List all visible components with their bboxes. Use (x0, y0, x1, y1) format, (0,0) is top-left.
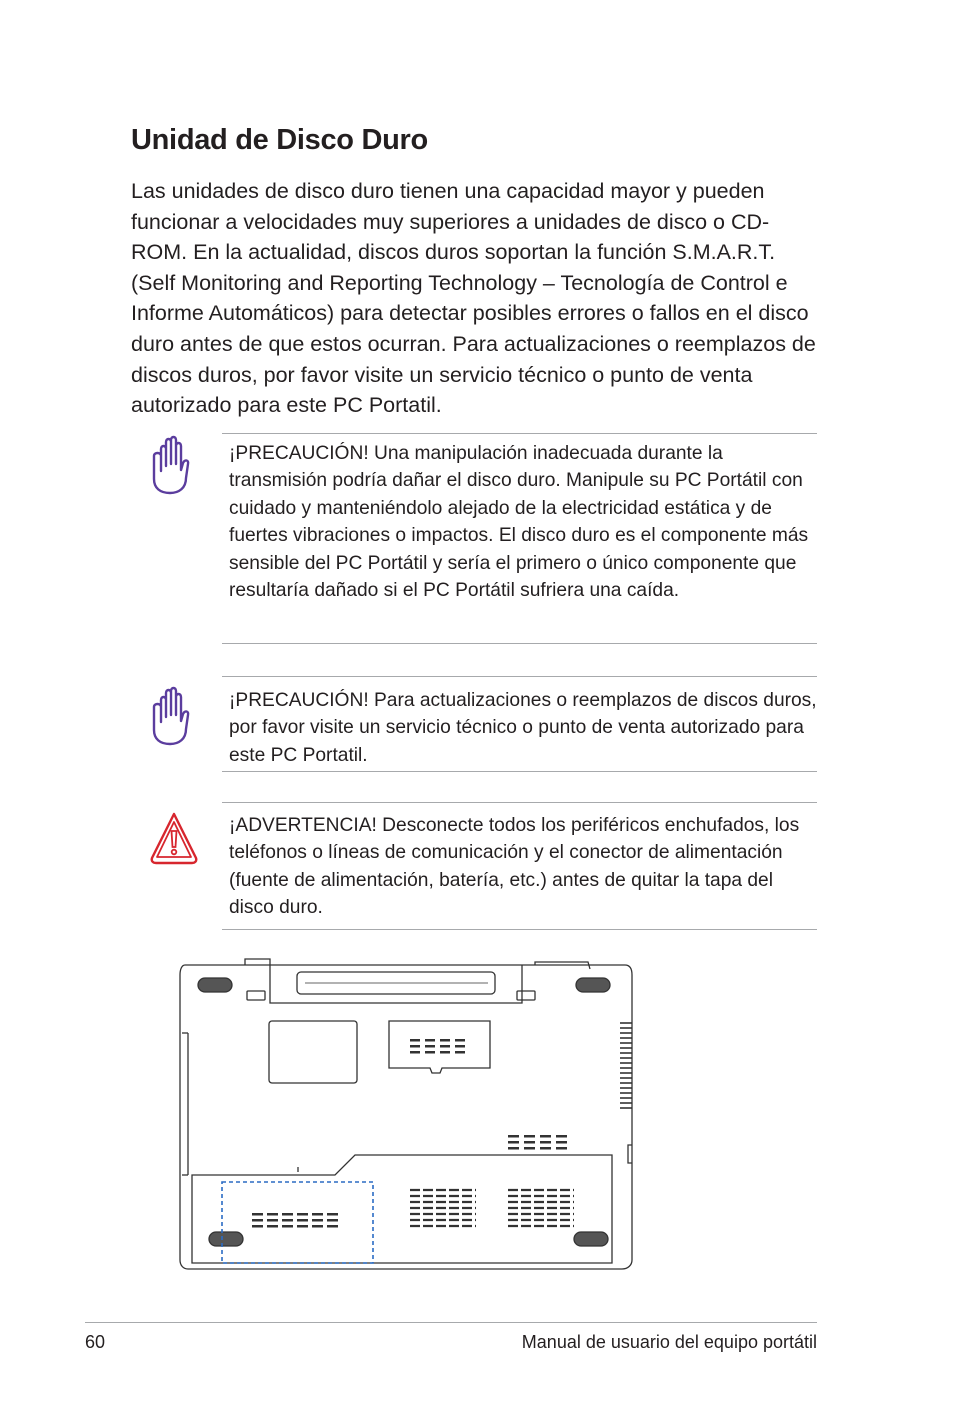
caution-note-text: ¡PRECAUCIÓN! Una manipulación inadecuada durante la transmisión podría dañar el disco duro. Manipule su PC Portátil con cuidado y manteniéndolo alejado de la electricidad estática y de fuertes vibraciones o impactos. El disco duro es el componente más sensible del PC Portátil y sería el primero o único componente que resultaría dañado si el PC Portátil sufriera una caída. (229, 443, 809, 602)
page-title: Unidad de Disco Duro (131, 124, 428, 156)
caution-hand-icon (146, 433, 194, 495)
note-divider (222, 771, 817, 772)
note-divider (222, 433, 817, 434)
note-divider (222, 929, 817, 930)
warning-note-text: ¡ADVERTENCIA! Desconecte todos los periféricos enchufados, los teléfonos o líneas de comunicación y el conector de alimentación (fuente de alimentación, batería, etc.) antes de quitar la tapa del disco duro. (229, 815, 800, 919)
caution-hand-icon (146, 684, 194, 746)
manual-title: Manual de usuario del equipo portátil (521, 1332, 817, 1352)
laptop-bottom-diagram (170, 955, 640, 1280)
intro-paragraph: Las unidades de disco duro tienen una capacidad mayor y pueden funcionar a velocidades muy superiores a unidades de disco o CD-ROM. En la actualidad, discos duros soportan la función S.M.A.R.T. (Self Monitoring and Reporting Technology – Tecnología de Control e Informe Automáticos) para detectar posibles errores o fallos en el disco duro antes de que estos ocurran. Para actualizaciones o reemplazos de discos duros, por favor visite un servicio técnico o punto de venta autorizado para este PC Portatil. (131, 179, 816, 418)
caution-note-text: ¡PRECAUCIÓN! Para actualizaciones o reemplazos de discos duros, por favor visite un servicio técnico o punto de venta autorizado para este PC Portatil. (229, 690, 817, 766)
note-divider (222, 802, 817, 803)
note-divider (222, 643, 817, 644)
note-divider (222, 676, 817, 677)
hard-disk-highlight-box (222, 1182, 373, 1263)
page-number: 60 (85, 1332, 106, 1352)
footer-divider (85, 1322, 817, 1323)
warning-triangle-icon (148, 810, 200, 866)
